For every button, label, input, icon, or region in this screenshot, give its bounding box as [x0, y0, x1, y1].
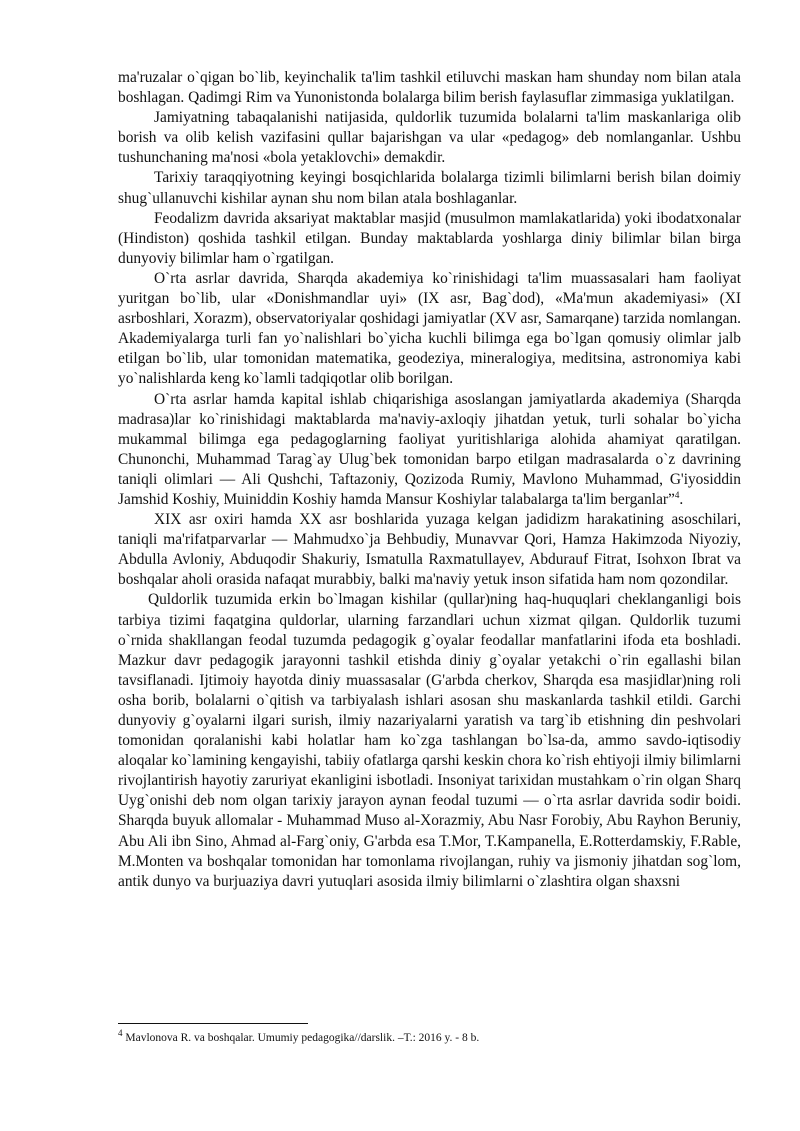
footnote-mark: 4	[118, 1028, 123, 1039]
footnote-text: Mavlonova R. va boshqalar. Umumiy pedagogika//darslik. –T.: 2016 y. - 8 b.	[122, 1032, 480, 1044]
paragraph: O`rta asrlar davrida, Sharqda akademiya ko`rinishidagi ta'lim muassasalari ham faoliyat yuritgan bo`lib, ular «Donishmandlar uyi» (IX asr, Bag`dod), «Ma'mun akademiyasi» (XI asrboshlari, Xorazm), observatoriyalar qoshidagi jamiyatlar (XV asr, Samarqane) tarzida nomlangan. Akademiyalarga turli fan yo`nalishlari bo`yicha kuchli bilimga ega bo`lgan qomusiy olimlar jalb etilgan bo`lib, ular tomonidan matematika, geodeziya, mineralogiya, meditsina, astronomiya kabi yo`nalishlarda keng ko`lamli tadqiqotlar olib borilgan.	[118, 269, 741, 388]
paragraph: Quldorlik tuzumida erkin bo`lmagan kishilar (qullar)ning haq-huquqlari cheklanganligi bois tarbiya tizimi faqatgina quldorlar, ularning farzandlari uchun xizmat qilgan. Quldorlik tuzumi o`rnida shakllangan feodal tuzumda pedagogik g`oyalar feodallar manfatlarini ifoda eta boshladi. Mazkur davr pedagogik jarayonni tashkil etishda diniy g`oyalar yetakchi o`rin egallashi bilan tavsiflanadi. Ijtimoiy hayotda diniy muassasalar (G'arbda cherkov, Sharqda esa masjidlar)ning roli osha borib, bolalarni o`qitish va tarbiyalash ishlari asosan shu maskanlarda tashkil etildi. Garchi dunyoviy g`oyalarni ilgari surish, ilmiy nazariyalarni yaratish va targ`ib etishning din peshvolari tomonidan qoralanishi kabi holatlar ham ko`zga tashlangan bo`lsa-da, ammo savdo-iqtisodiy aloqalar ko`lamining kengayishi, tabiiy ofatlarga qarshi keskin chora ko`rish ehtiyoji ilmiy bilimlarni rivojlantirish hayotiy zaruriyat ekanligini isbotladi. Insoniyat tarixidan mustahkam o`rin olgan Sharq Uyg`onishi deb nom olgan tarixiy jarayon aynan feodal tuzumi — o`rta asrlar davrida sodir boidi. Sharqda buyuk allomalar - Muhammad Muso al-Xorazmiy, Abu Nasr Forobiy, Abu Rayhon Beruniy, Abu Ali ibn Sino, Ahmad al-Farg`oniy, G'arbda esa T.Mor, T.Kampanella, E.Rotterdamskiy, F.Rable, M.Monten va boshqalar tomonidan har tomonlama rivojlangan, ruhiy va jismoniy jihatdan sog`lom, antik dunyo va burjuaziya davri yutuqlari asosida ilmiy bilimlarni o`zlashtira olgan shaxsni	[118, 591, 741, 890]
paragraph: XIX asr oxiri hamda XX asr boshlarida yuzaga kelgan jadidizm harakatining asoschilari, taniqli ma'rifatparvarlar — Mahmudxo`ja Behbudiy, Munavvar Qori, Hamza Hakimzoda Niyoziy, Abdulla Avloniy, Abduqodir Shakuriy, Ismatulla Raxmatullayev, Abdurauf Fitrat, Isohxon Ibrat va boshqalar aholi orasida nafaqat murabbiy, balki ma'naviy yetuk inson sifatida ham nom qozondilar.	[118, 511, 741, 589]
paragraph: ma'ruzalar o`qigan bo`lib, keyinchalik ta'lim tashkil etiluvchi maskan ham shunday nom bilan atala boshlagan. Qadimgi Rim va Yunonistonda bolalarga bilim berish faylasuflar zimmasiga yuklatilgan.	[118, 69, 741, 107]
paragraph-end: .	[679, 490, 684, 508]
paragraph: Feodalizm davrida aksariyat maktablar masjid (musulmon mamlakatlarida) yoki ibodatxonalar (Hindiston) qoshida tashkil etilgan. Bunday maktablarda yoshlarga diniy bilimlar bilan birga dunyoviy bilimlar ham o`rgatilgan.	[118, 209, 741, 267]
footnote-reference[interactable]: 4	[674, 489, 680, 500]
footnote-separator	[118, 1023, 308, 1024]
paragraph-text: O`rta asrlar hamda kapital ishlab chiqarishiga asoslangan jamiyatlarda akademiya (Sharqda madrasa)lar ko`rinishidagi maktablarda ma'naviy-axloqiy jihatdan yetuk, turli sohalar bo`yicha mukammal bilimga ega pedagoglarning faoliyat yuritishlariga alohida ahamiyat qaratilgan. Chunonchi, Muhammad Tarag`ay Ulug`bek tomonidan barpo etilgan madrasalarda o`z davrining taniqli olimlari — Ali Qushchi, Taftazoniy, Qozizoda Rumiy, Mavlono Muhammad, G'iyosiddin Jamshid Koshiy, Muiniddin Koshiy hamda Mansur Koshiylar talabalarga ta'lim berganlar”	[118, 390, 741, 508]
paragraph	[118, 390, 741, 511]
footnote	[118, 1028, 741, 1045]
paragraph: Tarixiy taraqqiyotning keyingi bosqichlarida bolalarga tizimli bilimlarni berish bilan doimiy shug`ullanuvchi kishilar aynan shu nom bilan atala boshlaganlar.	[118, 169, 741, 207]
paragraph: Jamiyatning tabaqalanishi natijasida, quldorlik tuzumida bolalarni ta'lim maskanlariga olib borish va olib kelish vazifasini qullar bajarishgan va ular «pedagog» deb nomlanganlar. Ushbu tushunchaning ma'nosi «bola yetaklovchi» demakdir.	[118, 109, 741, 167]
document-body	[118, 68, 741, 892]
